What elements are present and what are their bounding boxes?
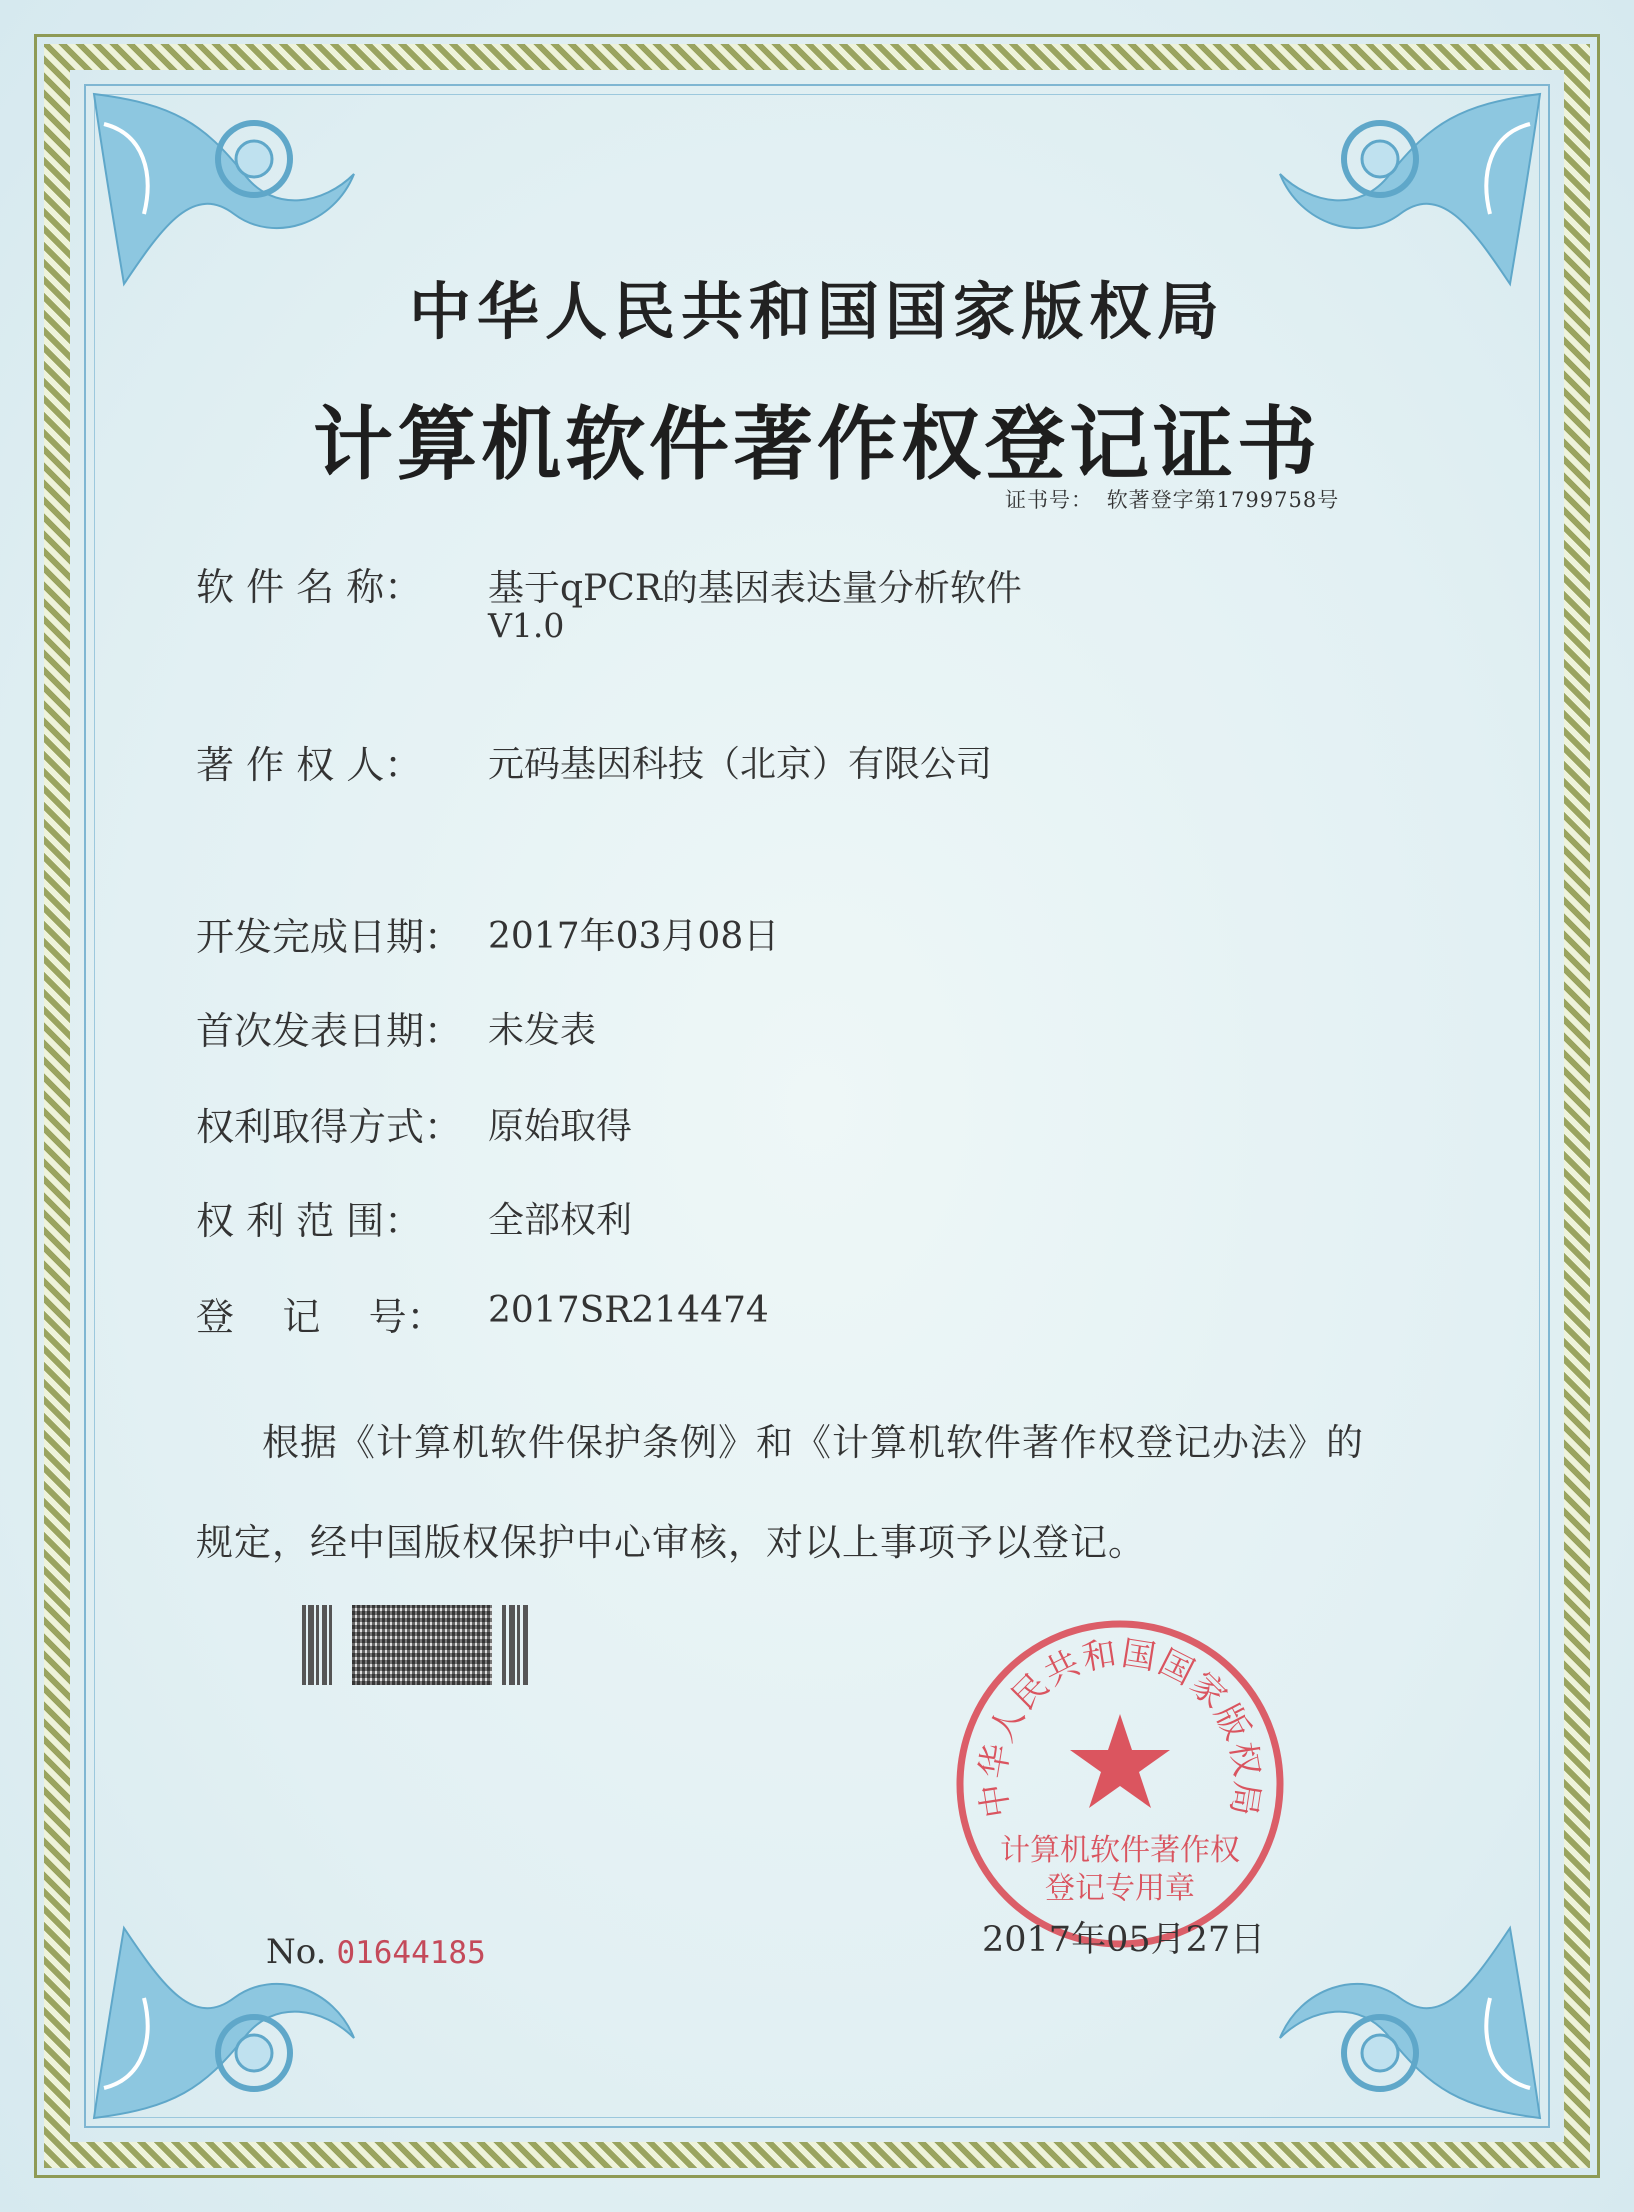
seal-star-icon — [1070, 1714, 1170, 1808]
issuer-title: 中华人民共和国国家版权局 — [408, 275, 1225, 348]
publish-date-value: 未发表 — [488, 1010, 597, 1051]
serial-prefix: No. — [266, 1932, 327, 1972]
registration-number-value: 2017SR214474 — [488, 1290, 769, 1331]
corner-ornament-bottom-right — [1250, 1898, 1550, 2128]
software-name-value: 基于qPCR的基因表达量分析软件 — [488, 568, 1022, 609]
dev-date-label: 开发完成日期： — [196, 915, 463, 959]
software-version-value: V1.0 — [488, 606, 565, 645]
certificate-number — [1005, 484, 1339, 514]
statement-line-1: 根据《计算机软件保护条例》和《计算机软件著作权登记办法》的 — [262, 1421, 1364, 1464]
publish-date-label: 首次发表日期： — [196, 1009, 463, 1053]
acquire-method-value: 原始取得 — [488, 1106, 633, 1147]
registration-number-label: 登 记 号： — [196, 1295, 445, 1339]
serial-value: 01644185 — [336, 1935, 486, 1971]
owner-label: 著 作 权 人： — [196, 743, 423, 787]
serial-number — [266, 1932, 486, 1972]
certificate-number-label: 证书号： — [1005, 488, 1093, 512]
official-seal — [950, 1614, 1290, 1954]
rights-scope-label: 权 利 范 围： — [196, 1199, 423, 1243]
rights-scope-value: 全部权利 — [488, 1200, 633, 1241]
acquire-method-label: 权利取得方式： — [196, 1105, 463, 1149]
seal-inner-line-1: 计算机软件著作权 — [1000, 1833, 1240, 1868]
seal-ring-text: 中华人民共和国国家版权局 — [972, 1633, 1268, 1821]
statement-line-2: 规定，经中国版权保护中心审核，对以上事项予以登记。 — [196, 1521, 1146, 1564]
qr-code — [352, 1605, 492, 1685]
dev-date-value: 2017年03月08日 — [488, 916, 780, 957]
certificate-title: 计算机软件著作权登记证书 — [313, 397, 1321, 491]
issue-date: 2017年05月27日 — [982, 1920, 1266, 1960]
software-name-label: 软 件 名 称： — [196, 565, 423, 609]
owner-value: 元码基因科技（北京）有限公司 — [488, 744, 993, 785]
seal-inner-line-2: 登记专用章 — [1045, 1871, 1195, 1906]
certificate-number-value: 软著登字第1799758号 — [1106, 488, 1340, 512]
